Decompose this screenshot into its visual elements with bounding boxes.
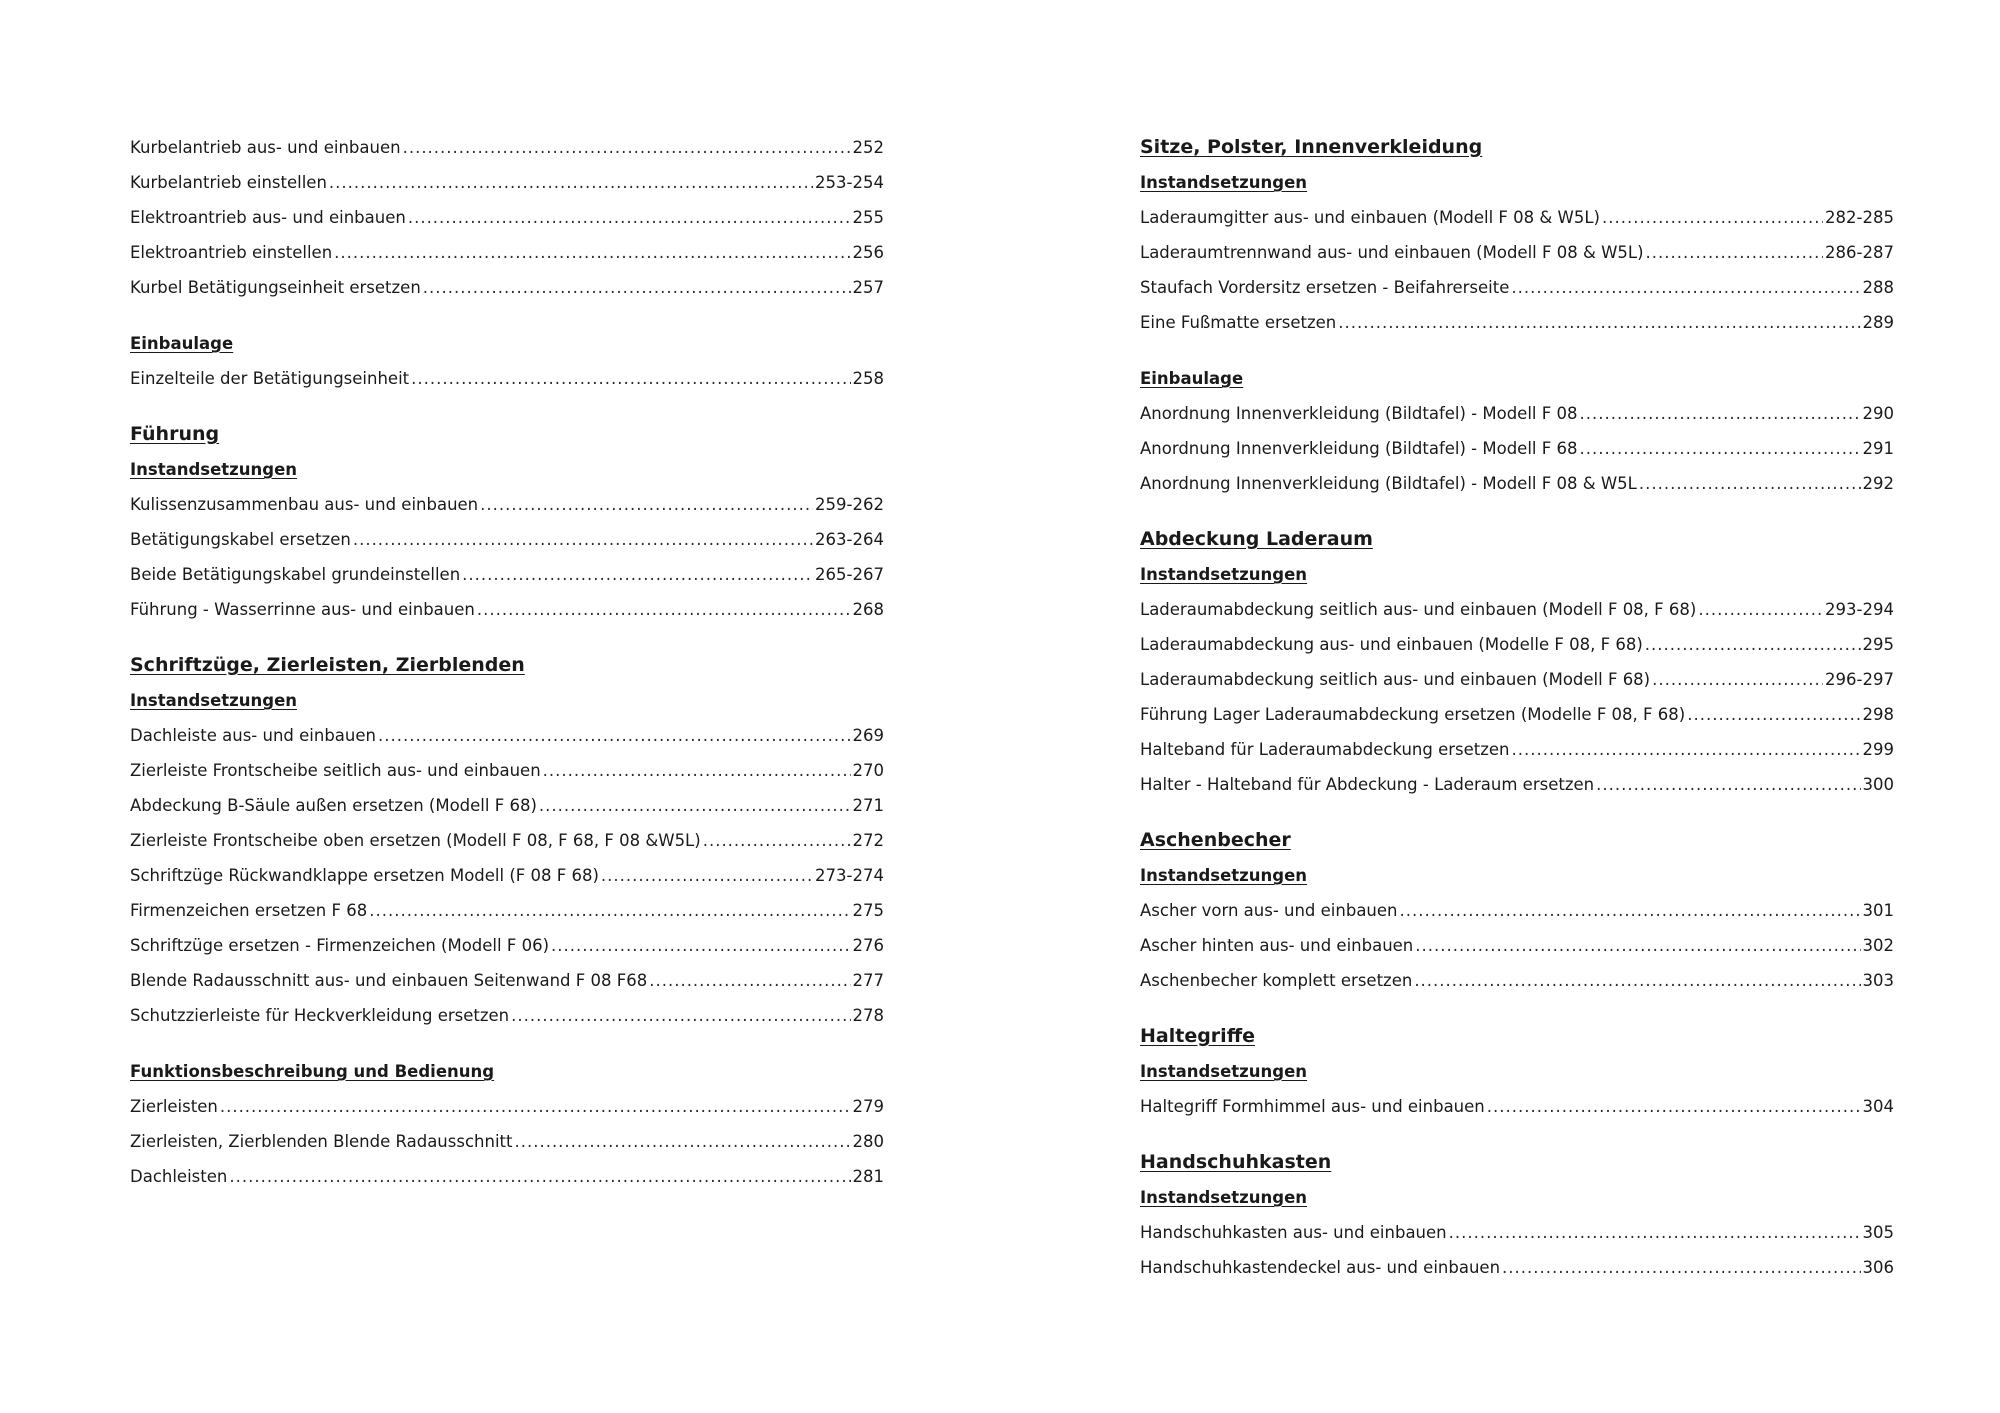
dot-leader	[1639, 466, 1861, 501]
group-heading: Einbaulage	[130, 334, 234, 353]
toc-entry	[1140, 431, 1894, 466]
toc-entry	[1140, 200, 1894, 235]
page-number: 276	[852, 936, 884, 955]
toc-entry	[130, 270, 884, 305]
page-number: 252	[852, 138, 884, 157]
page-number: 281	[852, 1167, 884, 1186]
toc-entry	[130, 165, 884, 200]
toc-entry	[1140, 963, 1894, 998]
section-heading: Aschenbecher	[1140, 829, 1291, 851]
entry-title: Laderaumabdeckung seitlich aus- und einbauen (Modell F 08, F 68)	[1140, 600, 1697, 619]
section-heading: Haltegriffe	[1140, 1025, 1255, 1047]
dot-leader	[220, 1089, 851, 1124]
toc-section	[130, 417, 884, 627]
toc-section	[1140, 361, 1894, 501]
entry-title: Kulissenzusammenbau aus- und einbauen	[130, 495, 479, 514]
toc-entry	[130, 200, 884, 235]
dot-leader	[1415, 928, 1860, 963]
toc-entry-list	[1140, 200, 1894, 340]
toc-entry	[130, 522, 884, 557]
page-number: 296-297	[1825, 670, 1894, 689]
page-number: 291	[1862, 439, 1894, 458]
section-heading: Abdeckung Laderaum	[1140, 528, 1373, 550]
page-number: 269	[852, 726, 884, 745]
entry-title: Laderaumtrennwand aus- und einbauen (Modell F 08 & W5L)	[1140, 243, 1644, 262]
entry-title: Ascher vorn aus- und einbauen	[1140, 901, 1398, 920]
page-number: 298	[1862, 705, 1894, 724]
dot-leader	[1511, 270, 1860, 305]
dot-leader	[1338, 305, 1860, 340]
page-number: 292	[1862, 474, 1894, 493]
toc-entry-list	[130, 130, 884, 305]
toc-entry	[130, 823, 884, 858]
entry-title: Führung Lager Laderaumabdeckung ersetzen (Modelle F 08, F 68)	[1140, 705, 1686, 724]
dot-leader	[1602, 200, 1823, 235]
section-heading: Sitze, Polster, Innenverkleidung	[1140, 136, 1483, 158]
toc-entry-list	[130, 361, 884, 396]
toc-entry	[1140, 1215, 1894, 1250]
page-number: 306	[1862, 1258, 1894, 1277]
group-heading: Instandsetzungen	[1140, 866, 1308, 885]
entry-title: Schriftzüge ersetzen - Firmenzeichen (Modell F 06)	[130, 936, 550, 955]
entry-title: Eine Fußmatte ersetzen	[1140, 313, 1337, 332]
group-heading: Instandsetzungen	[1140, 565, 1308, 584]
entry-title: Zierleisten, Zierblenden Blende Radausschnitt	[130, 1132, 513, 1151]
entry-title: Betätigungskabel ersetzen	[130, 530, 351, 549]
page-number: 303	[1862, 971, 1894, 990]
section-heading: Handschuhkasten	[1140, 1151, 1332, 1173]
entry-title: Dachleiste aus- und einbauen	[130, 726, 376, 745]
toc-section	[1140, 1019, 1894, 1124]
dot-leader	[1652, 662, 1823, 697]
section-heading: Führung	[130, 423, 220, 445]
dot-leader	[353, 522, 813, 557]
toc-section	[130, 1054, 884, 1194]
entry-title: Einzelteile der Betätigungseinheit	[130, 369, 410, 388]
page-number: 304	[1862, 1097, 1894, 1116]
toc-entry	[130, 998, 884, 1033]
dot-leader	[1579, 396, 1860, 431]
page-number: 255	[852, 208, 884, 227]
entry-title: Zierleiste Frontscheibe oben ersetzen (Modell F 08, F 68, F 08 &W5L)	[130, 831, 701, 850]
dot-leader	[1596, 767, 1860, 802]
dot-leader	[334, 235, 850, 270]
toc-entry	[1140, 466, 1894, 501]
dot-leader	[649, 963, 850, 998]
dot-leader	[1400, 893, 1861, 928]
entry-title: Elektroantrieb aus- und einbauen	[130, 208, 406, 227]
toc-section	[1140, 1145, 1894, 1285]
entry-title: Haltegriff Formhimmel aus- und einbauen	[1140, 1097, 1485, 1116]
dot-leader	[539, 788, 851, 823]
dot-leader	[477, 592, 851, 627]
dot-leader	[408, 200, 851, 235]
page-number: 268	[852, 600, 884, 619]
toc-section	[1140, 522, 1894, 802]
page-number: 286-287	[1825, 243, 1894, 262]
dot-leader	[514, 1124, 850, 1159]
entry-title: Aschenbecher komplett ersetzen	[1140, 971, 1413, 990]
dot-leader	[1502, 1250, 1860, 1285]
group-heading: Instandsetzungen	[1140, 1188, 1308, 1207]
entry-title: Handschuhkasten aus- und einbauen	[1140, 1223, 1447, 1242]
toc-entry	[130, 361, 884, 396]
toc-entry	[1140, 305, 1894, 340]
page-number: 272	[852, 831, 884, 850]
toc-entry-list	[130, 718, 884, 1033]
toc-entry	[130, 1159, 884, 1194]
page-number: 257	[852, 278, 884, 297]
entry-title: Laderaumabdeckung seitlich aus- und einbauen (Modell F 68)	[1140, 670, 1651, 689]
group-heading: Instandsetzungen	[1140, 173, 1308, 192]
page-number: 253-254	[815, 173, 884, 192]
page-number: 277	[852, 971, 884, 990]
page-number: 300	[1862, 775, 1894, 794]
page-number: 282-285	[1825, 208, 1894, 227]
entry-title: Laderaumgitter aus- und einbauen (Modell F 08 & W5L)	[1140, 208, 1600, 227]
entry-title: Beide Betätigungskabel grundeinstellen	[130, 565, 461, 584]
entry-title: Schutzzierleiste für Heckverkleidung ersetzen	[130, 1006, 510, 1025]
group-heading: Einbaulage	[1140, 369, 1244, 388]
dot-leader	[403, 130, 851, 165]
entry-title: Ascher hinten aus- und einbauen	[1140, 936, 1414, 955]
toc-section	[130, 326, 884, 396]
entry-title: Firmenzeichen ersetzen F 68	[130, 901, 368, 920]
dot-leader	[601, 858, 813, 893]
entry-title: Handschuhkastendeckel aus- und einbauen	[1140, 1258, 1501, 1277]
entry-title: Schriftzüge Rückwandklappe ersetzen Modell (F 08 F 68)	[130, 866, 599, 885]
dot-leader	[551, 928, 850, 963]
entry-title: Halteband für Laderaumabdeckung ersetzen	[1140, 740, 1510, 759]
page-number: 293-294	[1825, 600, 1894, 619]
entry-title: Halter - Halteband für Abdeckung - Laderaum ersetzen	[1140, 775, 1595, 794]
page-number: 289	[1862, 313, 1894, 332]
toc-entry	[130, 718, 884, 753]
entry-title: Führung - Wasserrinne aus- und einbauen	[130, 600, 475, 619]
entry-title: Blende Radausschnitt aus- und einbauen Seitenwand F 08 F68	[130, 971, 648, 990]
dot-leader	[511, 998, 850, 1033]
toc-entry	[1140, 270, 1894, 305]
toc-entry	[130, 788, 884, 823]
toc-left-column	[130, 130, 884, 1215]
toc-entry	[130, 235, 884, 270]
entry-title: Staufach Vordersitz ersetzen - Beifahrerseite	[1140, 278, 1510, 297]
group-heading: Funktionsbeschreibung und Bedienung	[130, 1062, 495, 1081]
entry-title: Laderaumabdeckung aus- und einbauen (Modelle F 08, F 68)	[1140, 635, 1643, 654]
group-heading: Instandsetzungen	[130, 691, 298, 710]
entry-title: Anordnung Innenverkleidung (Bildtafel) - Modell F 08	[1140, 404, 1578, 423]
toc-section	[130, 648, 884, 1033]
page-number: 271	[852, 796, 884, 815]
toc-right-column	[1140, 130, 1894, 1306]
group-heading: Instandsetzungen	[130, 460, 298, 479]
toc-section	[130, 130, 884, 305]
dot-leader	[543, 753, 851, 788]
toc-entry	[1140, 732, 1894, 767]
toc-entry	[1140, 1250, 1894, 1285]
page-number: 263-264	[815, 530, 884, 549]
toc-entry	[130, 893, 884, 928]
page-number: 265-267	[815, 565, 884, 584]
toc-entry-list	[130, 1089, 884, 1194]
section-heading: Schriftzüge, Zierleisten, Zierblenden	[130, 654, 525, 676]
toc-section	[1140, 823, 1894, 998]
toc-entry-list	[1140, 1215, 1894, 1285]
page-number: 288	[1862, 278, 1894, 297]
toc-entry	[130, 1089, 884, 1124]
entry-title: Anordnung Innenverkleidung (Bildtafel) - Modell F 08 & W5L	[1140, 474, 1637, 493]
toc-entry	[130, 753, 884, 788]
dot-leader	[329, 165, 813, 200]
toc-entry	[1140, 893, 1894, 928]
group-heading: Instandsetzungen	[1140, 1062, 1308, 1081]
page-number: 295	[1862, 635, 1894, 654]
entry-title: Kurbel Betätigungseinheit ersetzen	[130, 278, 421, 297]
page-number: 258	[852, 369, 884, 388]
entry-title: Dachleisten	[130, 1167, 228, 1186]
dot-leader	[703, 823, 851, 858]
toc-entry	[130, 130, 884, 165]
page-number: 259-262	[815, 495, 884, 514]
toc-entry-list	[1140, 396, 1894, 501]
entry-title: Kurbelantrieb einstellen	[130, 173, 327, 192]
page-number: 301	[1862, 901, 1894, 920]
toc-entry	[130, 963, 884, 998]
dot-leader	[1645, 627, 1861, 662]
dot-leader	[229, 1159, 850, 1194]
toc-section	[1140, 130, 1894, 340]
entry-title: Zierleiste Frontscheibe seitlich aus- und einbauen	[130, 761, 541, 780]
dot-leader	[369, 893, 850, 928]
entry-title: Zierleisten	[130, 1097, 218, 1116]
dot-leader	[480, 487, 813, 522]
entry-title: Anordnung Innenverkleidung (Bildtafel) - Modell F 68	[1140, 439, 1578, 458]
dot-leader	[1487, 1089, 1861, 1124]
toc-entry	[130, 592, 884, 627]
entry-title: Kurbelantrieb aus- und einbauen	[130, 138, 401, 157]
toc-entry	[1140, 396, 1894, 431]
toc-entry-list	[1140, 1089, 1894, 1124]
toc-entry	[1140, 767, 1894, 802]
dot-leader	[411, 361, 850, 396]
toc-entry	[1140, 697, 1894, 732]
page-number: 299	[1862, 740, 1894, 759]
toc-entry	[130, 1124, 884, 1159]
page-number: 270	[852, 761, 884, 780]
dot-leader	[462, 557, 813, 592]
dot-leader	[1414, 963, 1860, 998]
dot-leader	[378, 718, 851, 753]
page-number: 280	[852, 1132, 884, 1151]
page-number: 278	[852, 1006, 884, 1025]
page-number: 275	[852, 901, 884, 920]
page-number: 305	[1862, 1223, 1894, 1242]
toc-entry	[1140, 235, 1894, 270]
dot-leader	[1698, 592, 1823, 627]
page-number: 256	[852, 243, 884, 262]
entry-title: Abdeckung B-Säule außen ersetzen (Modell F 68)	[130, 796, 537, 815]
toc-entry-list	[1140, 893, 1894, 998]
toc-entry	[130, 487, 884, 522]
toc-entry-list	[1140, 592, 1894, 802]
toc-entry	[1140, 928, 1894, 963]
dot-leader	[423, 270, 851, 305]
toc-entry	[1140, 662, 1894, 697]
toc-entry	[130, 928, 884, 963]
page-number: 279	[852, 1097, 884, 1116]
page-number: 290	[1862, 404, 1894, 423]
dot-leader	[1579, 431, 1860, 466]
dot-leader	[1449, 1215, 1861, 1250]
dot-leader	[1512, 732, 1861, 767]
entry-title: Elektroantrieb einstellen	[130, 243, 333, 262]
dot-leader	[1687, 697, 1860, 732]
toc-entry	[130, 557, 884, 592]
toc-entry-list	[130, 487, 884, 627]
page-number: 302	[1862, 936, 1894, 955]
page-number: 273-274	[815, 866, 884, 885]
dot-leader	[1646, 235, 1824, 270]
toc-entry	[1140, 592, 1894, 627]
toc-entry	[130, 858, 884, 893]
toc-entry	[1140, 1089, 1894, 1124]
toc-entry	[1140, 627, 1894, 662]
